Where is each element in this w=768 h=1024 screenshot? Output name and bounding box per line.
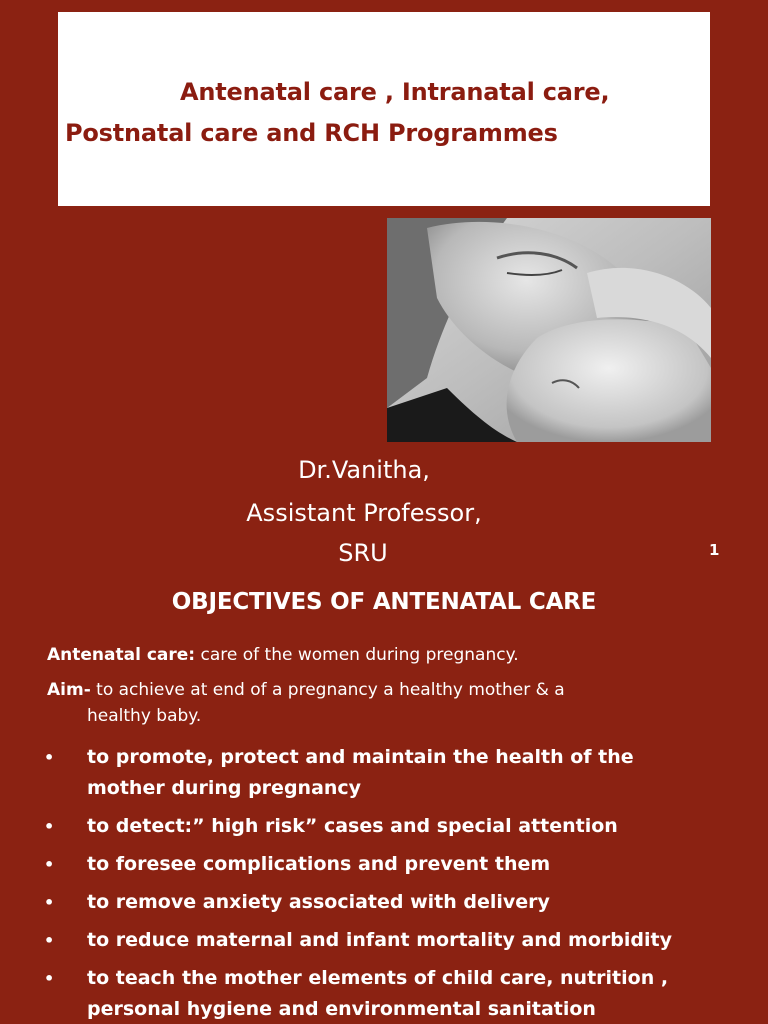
objective-item: [44, 963, 672, 1024]
objective-item: [44, 887, 672, 918]
bullet-icon: •: [44, 969, 55, 988]
objective-text-cont: personal hygiene and environmental sanitation: [87, 998, 596, 1020]
bullet-icon: •: [44, 893, 55, 912]
bullet-icon: •: [44, 748, 55, 767]
title-line-1: Antenatal care , Intranatal care,: [180, 78, 610, 106]
definition-label: Antenatal care:: [47, 645, 196, 665]
mother-child-photo: [387, 218, 711, 442]
bullet-icon: •: [44, 855, 55, 874]
objective-text: to remove anxiety associated with delivery: [87, 891, 550, 913]
aim-label: Aim-: [47, 680, 91, 700]
objective-item: [44, 925, 672, 956]
section-title: OBJECTIVES OF ANTENATAL CARE: [171, 589, 597, 615]
author-institution: SRU: [338, 539, 388, 567]
aim-text-2: healthy baby.: [87, 706, 202, 726]
objective-item: [44, 849, 672, 880]
objective-text: to promote, protect and maintain the health of the: [87, 746, 634, 768]
aim-paragraph: [47, 680, 565, 700]
title-line-2: Postnatal care and RCH Programmes: [65, 119, 558, 147]
mother-child-image: [387, 218, 711, 442]
bullet-icon: •: [44, 931, 55, 950]
title-box: [58, 12, 710, 206]
author-position: Assistant Professor,: [246, 499, 482, 527]
objective-text: to teach the mother elements of child care, nutrition ,: [87, 967, 669, 989]
objective-text: to reduce maternal and infant mortality and morbidity: [87, 929, 672, 951]
aim-text-1: to achieve at end of a pregnancy a healthy mother & a: [90, 680, 565, 700]
bullet-icon: •: [44, 817, 55, 836]
definition-text: care of the women during pregnancy.: [195, 645, 519, 665]
definition-paragraph: [47, 645, 519, 665]
objective-item: [44, 811, 672, 842]
author-name: Dr.Vanitha,: [298, 456, 430, 484]
objective-text: to detect:” high risk” cases and special attention: [87, 815, 618, 837]
objective-text: to foresee complications and prevent them: [87, 853, 551, 875]
objective-text-cont: mother during pregnancy: [87, 777, 362, 799]
objective-item: [44, 742, 672, 804]
slide-number: 1: [709, 541, 720, 559]
objectives-list: [44, 742, 672, 1024]
